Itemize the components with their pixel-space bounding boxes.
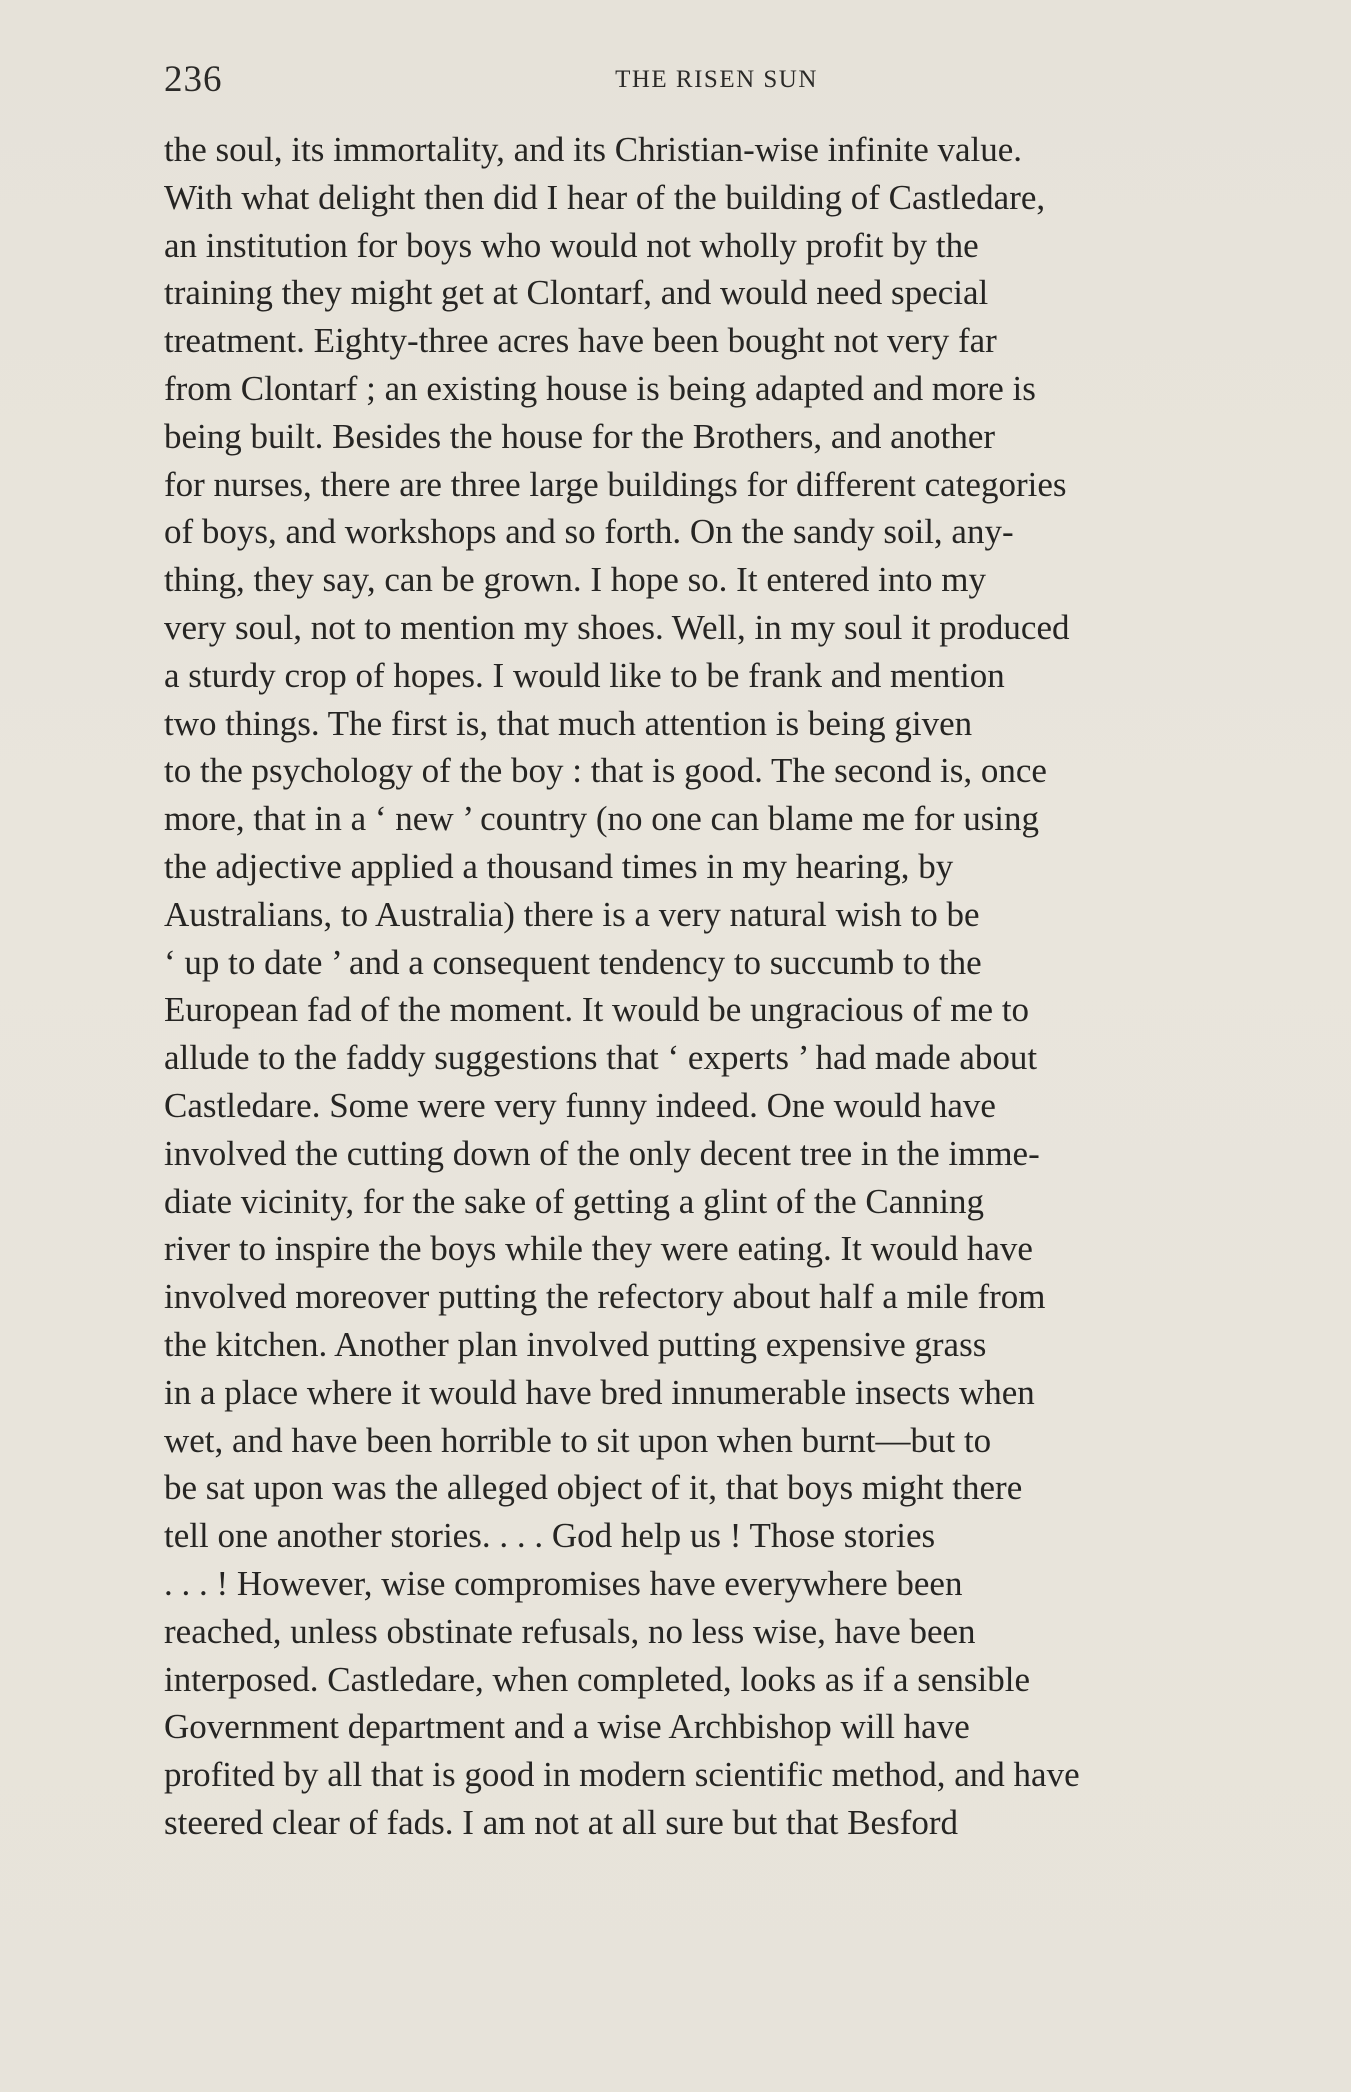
- text-line: European fad of the moment. It would be ungracious of me to: [164, 990, 1030, 1030]
- text-line: to the psychology of the boy : that is good. The second is, once: [164, 751, 1047, 791]
- text-line: from Clontarf ; an existing house is being adapted and more is: [164, 368, 1036, 408]
- text-line: wet, and have been horrible to sit upon when burnt—but to: [164, 1420, 992, 1460]
- text-line: being built. Besides the house for the Brothers, and another: [164, 416, 996, 456]
- text-line: reached, unless obstinate refusals, no less wise, have been: [164, 1611, 976, 1651]
- text-line: an institution for boys who would not wholly profit by the: [164, 225, 979, 265]
- text-line: Government department and a wise Archbishop will have: [164, 1707, 970, 1747]
- text-line: the soul, its immortality, and its Christian-wise infinite value.: [164, 130, 1023, 169]
- text-line: ‘ up to date ’ and a consequent tendency to succumb to the: [164, 942, 982, 982]
- text-line: thing, they say, can be grown. I hope so. It entered into my: [164, 560, 986, 600]
- text-line: a sturdy crop of hopes. I would like to be frank and mention: [164, 655, 1005, 695]
- text-line: more, that in a ‘ new ’ country (no one can blame me for using: [164, 799, 1040, 839]
- text-line: steered clear of fads. I am not at all sure but that Besford: [164, 1802, 959, 1842]
- text-line: for nurses, there are three large buildings for different categories: [164, 464, 1067, 504]
- text-line: profited by all that is good in modern scientific method, and have: [164, 1755, 1080, 1795]
- text-line: diate vicinity, for the sake of getting a glint of the Canning: [164, 1181, 985, 1221]
- text-line: be sat upon was the alleged object of it, that boys might there: [164, 1468, 1023, 1508]
- body-text: [164, 126, 1269, 1847]
- text-line: With what delight then did I hear of the building of Castledare,: [164, 177, 1046, 217]
- text-line: in a place where it would have bred innumerable insects when: [164, 1372, 1035, 1412]
- text-line: . . . ! However, wise compromises have everywhere been: [164, 1563, 963, 1603]
- running-head: [164, 58, 1269, 106]
- text-line: involved the cutting down of the only decent tree in the imme-: [164, 1133, 1040, 1173]
- running-title: THE RISEN SUN: [615, 66, 818, 93]
- text-line: of boys, and workshops and so forth. On the sandy soil, any-: [164, 512, 1014, 552]
- text-line: Castledare. Some were very funny indeed. One would have: [164, 1085, 996, 1125]
- text-line: involved moreover putting the refectory about half a mile from: [164, 1277, 1046, 1317]
- text-line: Australians, to Australia) there is a very natural wish to be: [164, 894, 980, 934]
- text-line: training they might get at Clontarf, and would need special: [164, 273, 989, 313]
- text-line: allude to the faddy suggestions that ‘ experts ’ had made about: [164, 1038, 1038, 1078]
- text-line: two things. The first is, that much attention is being given: [164, 703, 973, 743]
- text-line: interposed. Castledare, when completed, looks as if a sensible: [164, 1659, 1031, 1699]
- page-number: 236: [164, 59, 223, 100]
- text-line: very soul, not to mention my shoes. Well, in my soul it produced: [164, 607, 1070, 647]
- text-line: treatment. Eighty-three acres have been bought not very far: [164, 321, 997, 361]
- text-line: tell one another stories. . . . God help us ! Those stories: [164, 1516, 936, 1556]
- text-line: the kitchen. Another plan involved putting expensive grass: [164, 1324, 987, 1364]
- text-line: the adjective applied a thousand times in my hearing, by: [164, 846, 954, 886]
- text-line: river to inspire the boys while they were eating. It would have: [164, 1229, 1033, 1269]
